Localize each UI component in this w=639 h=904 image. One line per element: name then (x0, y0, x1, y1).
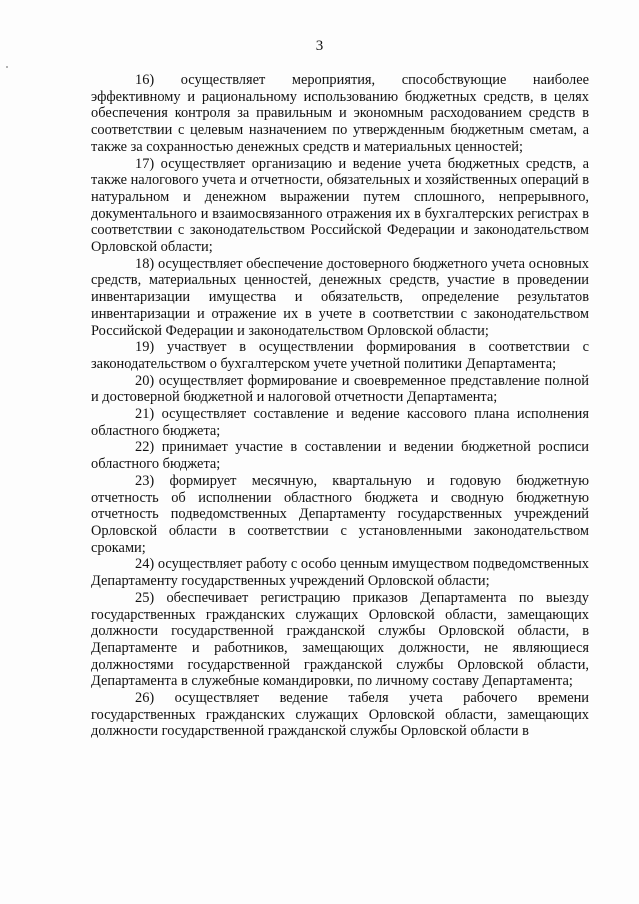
paragraph-17: 17) осуществляет организацию и ведение учета бюджетных средств, а также налогового учета и отчетности, обязательных и хозяйственных операций в натуральном и денежном выражении путем сплошного, непрерывного, документального и взаимосвязанного отражения их в бухгалтерских регистрах в соответствии с законодательством Российской Федерации и законодательством Орловской области; (91, 155, 589, 256)
scan-speck (6, 66, 8, 68)
paragraph-22: 22) принимает участие в составлении и ведении бюджетной росписи областного бюджета; (91, 439, 589, 473)
paragraph-18: 18) осуществляет обеспечение достоверного бюджетного учета основных средств, материальных ценностей, денежных средств, участие в проведении инвентаризации имущества и обязательств, определение результатов инвентаризации и отражение их в учете в соответствии с законодательством Российской Федерации и законодательством Орловской области; (91, 255, 589, 339)
paragraph-25: 25) обеспечивает регистрацию приказов Департамента по выезду государственных гражданских служащих Орловской области, замещающих должности государственной гражданской службы Орловской области, в Департаменте и работников, замещающих должности, не являющиеся должностями государственной гражданской службы Орловской области, Департамента в служебные командировки, по личному составу Департамента; (91, 589, 589, 690)
paragraph-19: 19) участвует в осуществлении формирования в соответствии с законодательством о бухгалтерском учете учетной политики Департамента; (91, 339, 589, 372)
document-body (91, 72, 589, 740)
paragraph-16: 16) осуществляет мероприятия, способствующие наиболее эффективному и рациональному использованию бюджетных средств, в целях обеспечения контроля за правильным и экономным расходованием средств в соответствии с целевым назначением по утвержденным бюджетным сметам, а также за сохранностью денежных средств и материальных ценностей; (91, 72, 589, 155)
paragraph-21: 21) осуществляет составление и ведение кассового плана исполнения областного бюджета; (91, 406, 589, 439)
paragraph-24: 24) осуществляет работу с особо ценным имуществом подведомственных Департаменту государственных учреждений Орловской области; (91, 556, 589, 590)
paragraph-20: 20) осуществляет формирование и своевременное представление полной и достоверной бюджетной и налоговой отчетности Департамента; (91, 372, 589, 406)
page-number: 3 (315, 38, 324, 54)
paragraph-23: 23) формирует месячную, квартальную и годовую бюджетную отчетность об исполнении областного бюджета и сводную бюджетную отчетность подведомственных Департаменту государственных учреждений Орловской области в соответствии с установленными законодательством сроками; (91, 472, 589, 556)
paragraph-26: 26) осуществляет ведение табеля учета рабочего времени государственных гражданских служащих Орловской области, замещающих должности государственной гражданской службы Орловской области в (91, 690, 589, 740)
